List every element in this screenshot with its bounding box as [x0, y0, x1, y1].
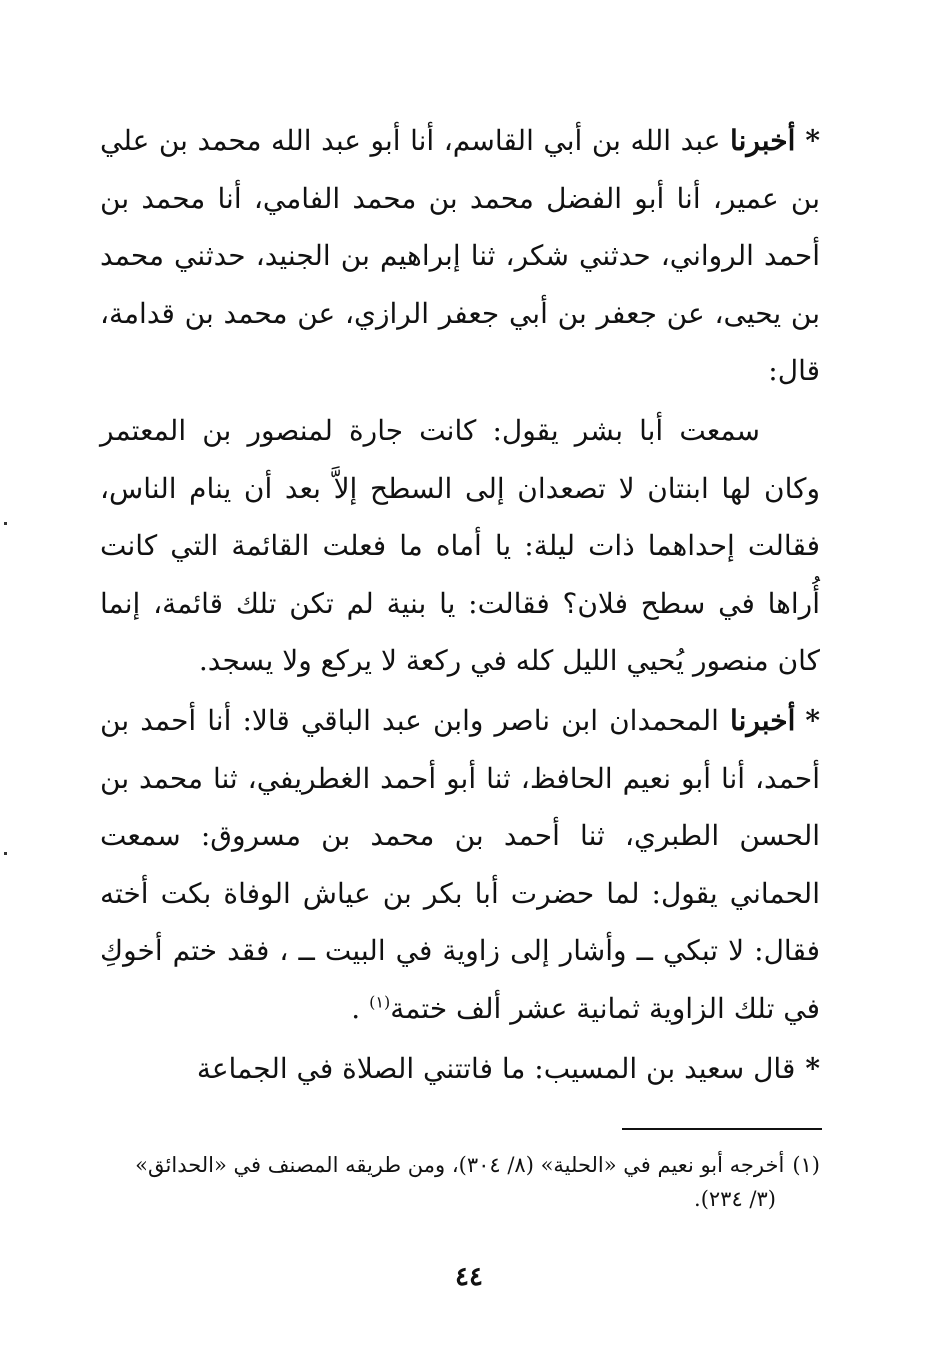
- paragraph-4-text: [100, 1040, 820, 1098]
- paragraph-star-marker: *: [805, 704, 820, 737]
- footnote: [100, 1148, 820, 1216]
- paragraph-body: المحمدان ابن ناصر وابن عبد الباقي قالا: أنا أحمد بن أحمد، أنا أبو نعيم الحافظ، ثنا أبو أحمد الغطريفي، ثنا محمد بن الحسن الطبري، ثنا أحمد بن محمد بن مسروق: سمعت الحماني يقول: لما حضرت أبا بكر بن عياش الوفاة بكت أخته فقال: لا تبكي ــ وأشار إلى زاوية في البيت ــ ، فقد ختم أخوكِ في تلك الزاوية ثمانية عشر ألف ختمة: [100, 704, 820, 1025]
- paragraph-3-text: [100, 692, 820, 1037]
- paragraph-1: [100, 112, 820, 400]
- paragraph-body: عبد الله بن أبي القاسم، أنا أبو عبد الله محمد بن علي بن عمير، أنا أبو الفضل محمد بن محمد الفامي، أنا محمد بن أحمد الرواني، حدثني شكر، ثنا إبراهيم بن الجنيد، حدثني محمد بن يحيى، عن جعفر بن أبي جعفر الرازي، عن محمد بن قدامة، قال:: [100, 124, 821, 387]
- paragraph-star-marker: *: [805, 124, 820, 157]
- footnote-number: (١): [792, 1153, 820, 1177]
- footnote-line-2: (٣/ ٢٣٤).: [694, 1187, 776, 1211]
- paragraph-3: [100, 692, 820, 1037]
- paragraph-lead-word: أخبرنا: [730, 704, 796, 737]
- paragraph-end-mark: .: [351, 991, 361, 1025]
- page-number: ٤٤: [455, 1262, 483, 1292]
- paragraph-star-marker: *: [805, 1052, 820, 1085]
- footnote-reference: (١): [369, 992, 391, 1012]
- paragraph-lead-word: أخبرنا: [730, 124, 796, 157]
- scan-edge-mark: [4, 852, 7, 855]
- footnote-separator: [622, 1128, 822, 1130]
- paragraph-1-text: [100, 112, 820, 400]
- footnote-line-1: أخرجه أبو نعيم في «الحلية» (٨/ ٣٠٤)، ومن طريقه المصنف في «الحدائق»: [135, 1153, 785, 1177]
- paragraph-4: [100, 1040, 820, 1098]
- paragraph-body: قال سعيد بن المسيب: ما فاتتني الصلاة في الجماعة: [196, 1052, 796, 1085]
- paragraph-2: [100, 402, 820, 690]
- paragraph-2-text: سمعت أبا بشر يقول: كانت جارة لمنصور بن المعتمر وكان لها ابنتان لا تصعدان إلى السطح إلاَّ بعد أن ينام الناس، فقالت إحداهما ذات ليلة: يا أماه ما فعلت القائمة التي كانت أُراها في سطح فلان؟ فقالت: يا بنية لم تكن تلك قائمة، إنما كان منصور يُحيي الليل كله في ركعة لا يركع ولا يسجد.: [100, 414, 820, 677]
- scan-edge-mark: [4, 522, 7, 525]
